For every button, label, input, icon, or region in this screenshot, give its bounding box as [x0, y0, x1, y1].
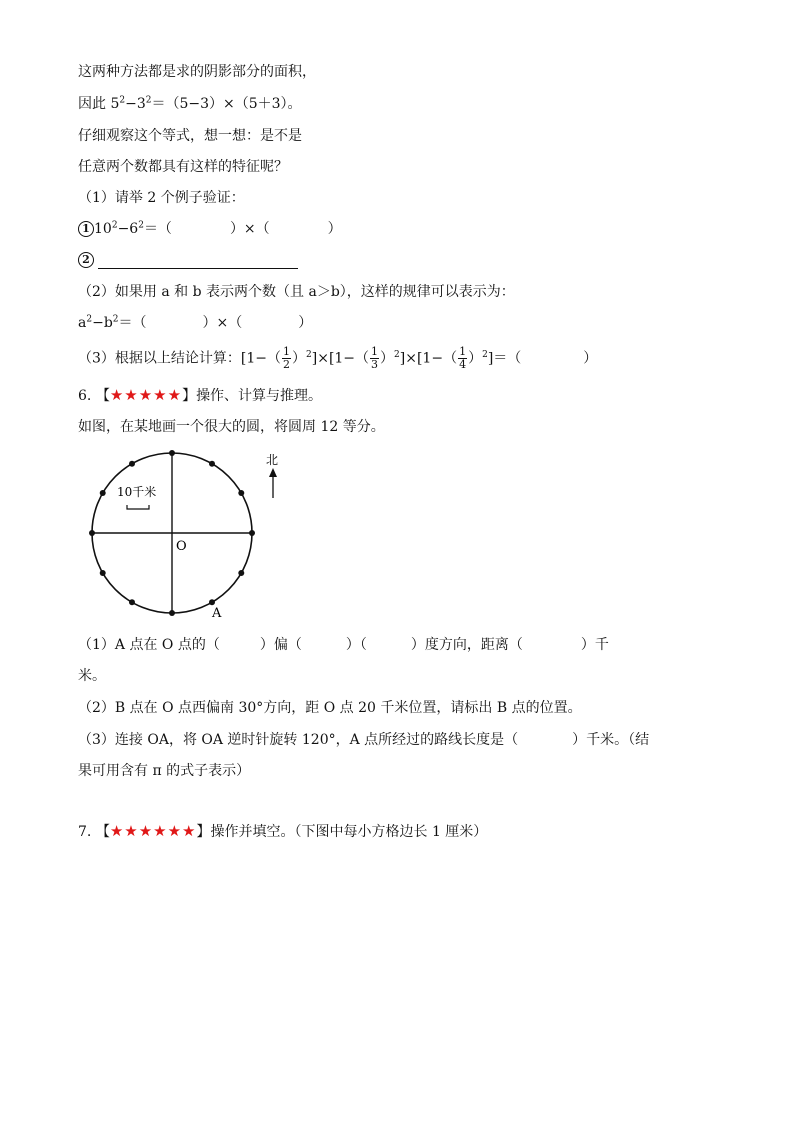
text-line: 这两种方法都是求的阴影部分的面积，: [78, 64, 316, 80]
division-point: [249, 530, 255, 536]
question-6-intro: 如图，在某地画一个很大的圆，将圆周 12 等分。: [78, 419, 385, 435]
scale-bracket: [127, 505, 149, 509]
division-point: [238, 570, 244, 576]
sub-question-1: （1）请举 2 个例子验证：: [78, 190, 245, 206]
equation-line: 因此 $5^2-3^2=(5-3)\times(5+3)$。: [78, 95, 302, 112]
sub-question-2: （2）如果用 a 和 b 表示两个数（且 a＞b），这样的规律可以表示为：: [78, 284, 515, 300]
circled-number: 1: [78, 221, 94, 237]
text-line: 任意两个数都具有这样的特征呢？: [78, 159, 288, 175]
division-point: [238, 490, 244, 496]
division-point: [209, 461, 215, 467]
q6-part3-cont: 果可用含有 π 的式子表示）: [78, 763, 251, 779]
division-point: [100, 570, 106, 576]
q6-part2: （2）B 点在 O 点西偏南 30°方向，距 O 点 20 千米位置，请标出 B 点的位置。: [78, 700, 582, 716]
north-label: 北: [266, 453, 279, 467]
scale-label: 10千米: [117, 485, 157, 499]
difficulty-stars-icon: ★★★★★★: [109, 822, 197, 840]
formula-line: $a^2-b^2=$（ ）×（ ）: [78, 314, 313, 331]
question-7-heading: 7. 【★★★★★★】操作并填空。（下图中每小方格边长 1 厘米）: [78, 822, 488, 840]
north-arrowhead-icon: [269, 468, 277, 477]
question-6-heading: 6. 【★★★★★】操作、计算与推理。: [78, 386, 323, 404]
center-label: O: [176, 539, 187, 554]
q6-part1-cont: 米。: [78, 668, 106, 684]
division-point: [129, 461, 135, 467]
division-point: [209, 599, 215, 605]
point-a-label: A: [212, 606, 222, 621]
sub-question-3: （3）根据以上结论计算：[1−（ $\frac{1}{2}$ ）$^2$]×[1−（ $\frac{1}{3}$ ）$^2$]×[1−（ $\frac{1}{4}$ ）$^2$]＝（ ）: [78, 345, 598, 371]
text-line: 仔细观察这个等式，想一想：是不是: [78, 128, 302, 144]
fraction: $\frac{1}{2}$: [283, 345, 291, 371]
q6-part1: （1）A 点在 O 点的（ ）偏（ ）（ ）度方向，距离（ ）千: [78, 637, 609, 653]
division-point: [169, 610, 175, 616]
fraction: $\frac{1}{3}$: [371, 345, 379, 371]
division-point: [100, 490, 106, 496]
division-point: [129, 599, 135, 605]
circled-number: 2: [78, 252, 94, 268]
example-2: [78, 251, 298, 269]
q6-part3: （3）连接 OA，将 OA 逆时针旋转 120°，A 点所经过的路线长度是（ ）千米。（结: [78, 732, 650, 748]
difficulty-stars-icon: ★★★★★: [109, 386, 183, 404]
division-point: [169, 450, 175, 456]
answer-underline[interactable]: [98, 254, 298, 269]
division-point: [89, 530, 95, 536]
example-1: 1 $10^2-6^2=$（ ）×（ ）: [78, 220, 342, 238]
circle-diagram: [80, 446, 290, 621]
fraction: $\frac{1}{4}$: [459, 345, 467, 371]
